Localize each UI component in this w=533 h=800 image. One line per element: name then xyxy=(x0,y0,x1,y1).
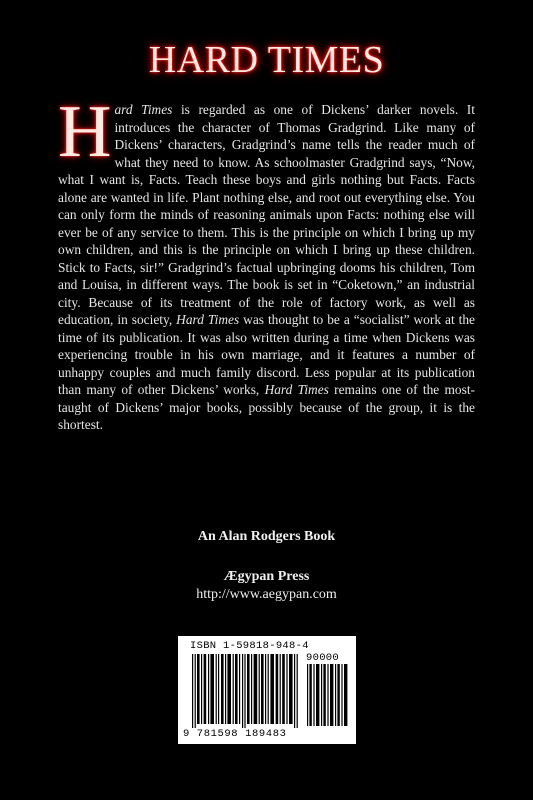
blurb-segment: Hard Times xyxy=(264,382,329,397)
isbn-number: ISBN 1-59818-948-4 xyxy=(190,640,309,652)
ean-bars xyxy=(190,654,302,728)
isbn-barcode xyxy=(178,636,356,744)
publisher-name: Ægypan Press xyxy=(223,569,310,584)
blurb-segment: Hard Times xyxy=(176,312,240,327)
blurb-segment: remains one of the most-taught of Dickens’ major books, possibly because of the group, it is the shortest. xyxy=(58,382,475,432)
drop-cap: H xyxy=(58,91,112,173)
blurb-segment: was thought to be a “socialist” work at the time of its publication. It was also written during a time when Dickens was experiencing trouble in his own marriage, and it features a number of unhappy couples and much family discord. Less popular at its publication than many of other Dickens’ works, xyxy=(58,312,476,397)
back-cover-blurb xyxy=(58,91,476,434)
series-line: An Alan Rodgers Book xyxy=(197,529,336,544)
publisher-url[interactable]: http://www.aegypan.com xyxy=(196,587,337,602)
blurb-segment: is regarded as one of Dickens’ darker novels. It introduces the character of Thomas Gradgrind. Like many of Dickens’ characters, Gradgrind’s name tells the reader much of what they need to know. As schoolmaster Gradgrind says, “Now, what I want is, Facts. Teach these boys and girls nothing but Facts. Facts alone are wanted in life. Plant nothing else, and root out everything else. You can only form the minds of reasoning animals upon Facts: nothing else will ever be of any service to them. This is the principle on which I bring up my own children, and this is the principle on which I bring up these children. Stick to Facts, sir!” Gradgrind’s factual upbringing dooms his children, Tom and Louisa, in different ways. The book is set in “Coketown,” an industrial city. Because of its treatment of the role of factory work, as well as education, in society, xyxy=(58,102,475,327)
book-title: HARD TIMES xyxy=(148,39,385,81)
ean-number: 9 781598 189483 xyxy=(183,728,287,740)
price-bars xyxy=(306,664,350,726)
price-code: 90000 xyxy=(306,652,340,664)
imprint-block xyxy=(0,528,533,604)
blurb-segment: ard Times xyxy=(114,102,173,117)
